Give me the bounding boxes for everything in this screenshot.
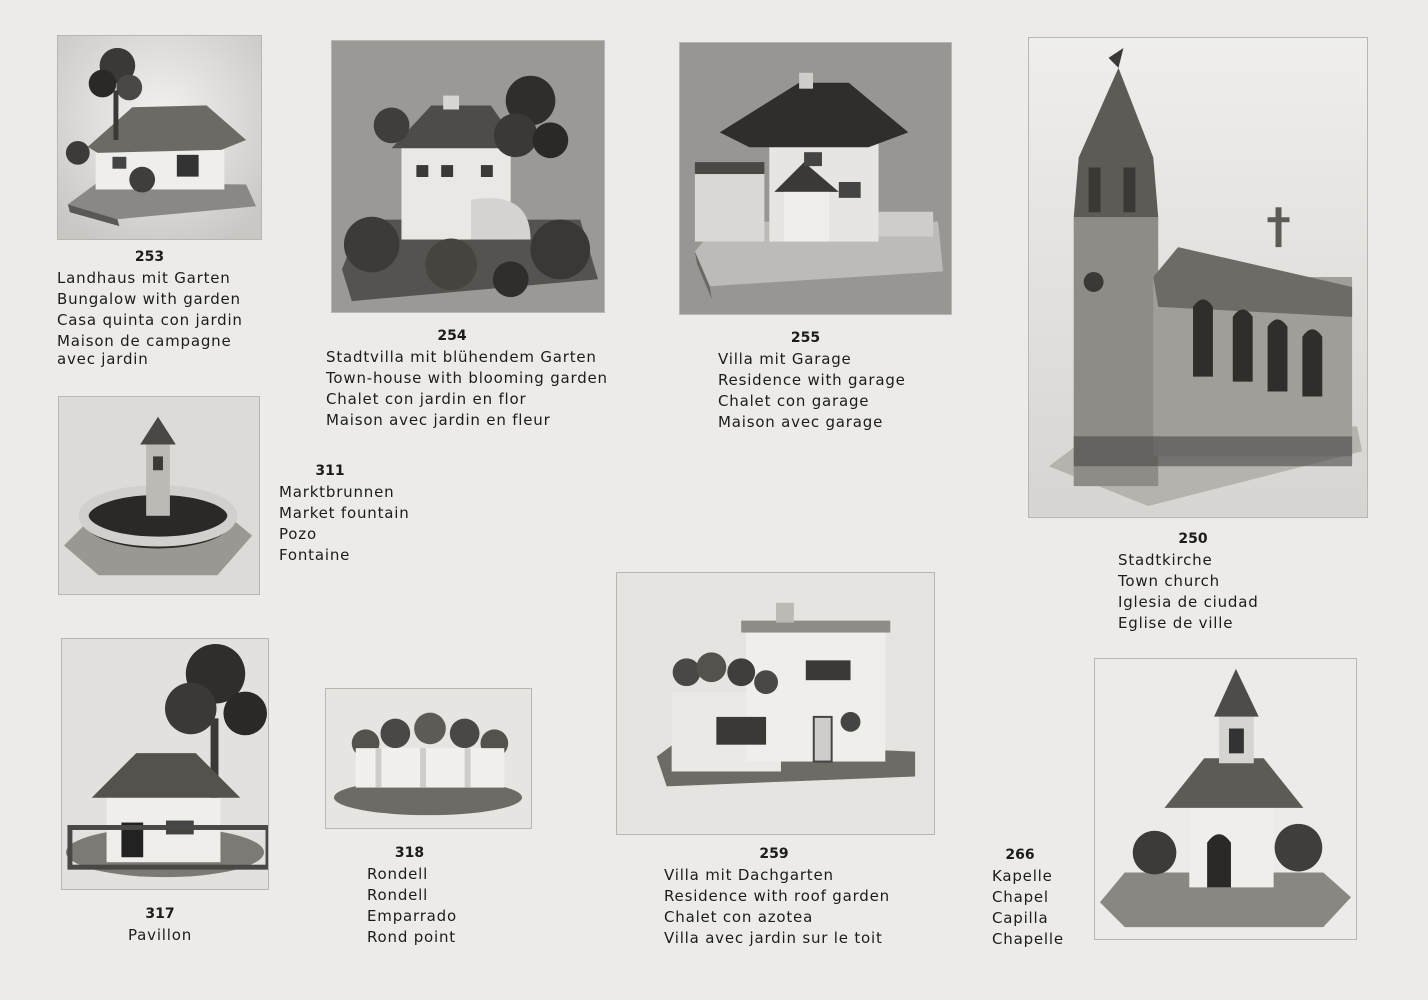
caption-line-spanish: Pozo [279,525,317,543]
item-number: 266 [1005,847,1035,863]
item-number: 253 [134,249,165,265]
caption-line-french: Eglise de ville [1118,614,1234,632]
caption-line-german: Kapelle [992,867,1053,885]
photo-255-villa-garage [679,42,952,315]
caption-line-english: Chapel [992,888,1049,906]
caption-line-english: Rondell [367,886,429,904]
caption-line-english: Residence with garage [718,371,906,389]
caption-line-spanish: Chalet con garage [718,392,870,410]
caption-line-german: Stadtkirche [1118,551,1213,569]
photo-317-pavillon [61,638,269,890]
caption-line-german: Rondell [367,865,429,883]
caption-line-german: Pavillon [127,926,193,944]
caption-line-english: Town church [1118,572,1220,590]
caption-line-german: Villa mit Dachgarten [664,866,834,884]
photo-254-town-villa [331,40,605,313]
caption-line-english: Residence with roof garden [664,887,890,905]
caption-259 [664,844,890,949]
caption-line-french: Maison avec jardin en fleur [326,411,551,429]
photo-250-town-church [1028,37,1368,518]
caption-line-english: Town-house with blooming garden [326,369,608,387]
caption-line-spanish: Capilla [992,909,1049,927]
caption-line-german: Villa mit Garage [718,350,852,368]
caption-line-french: Chapelle [992,930,1064,948]
caption-line-french: Fontaine [279,546,351,564]
photo-253-bungalow [57,35,262,240]
caption-line-german: Marktbrunnen [279,483,395,501]
caption-318 [367,843,457,948]
caption-266 [992,845,1064,950]
caption-line-spanish: Casa quinta con jardin [57,311,243,329]
caption-line-spanish: Chalet con jardin en flor [326,390,527,408]
caption-line-german: Landhaus mit Garten [57,269,231,287]
photo-311-market-fountain [58,396,260,595]
caption-line-english: Market fountain [279,504,410,522]
item-number: 250 [1178,531,1208,547]
caption-line-german: Stadtvilla mit blühendem Garten [326,348,597,366]
photo-266-chapel [1094,658,1357,940]
caption-line-french-cont: avec jardin [57,350,149,368]
item-number: 317 [145,906,175,922]
caption-line-english: Bungalow with garden [57,290,241,308]
item-number: 255 [790,330,821,346]
caption-317 [110,904,210,946]
caption-250 [1118,529,1268,634]
item-number: 311 [315,463,345,479]
caption-line-french: Maison de campagne [57,332,232,350]
caption-253 [57,247,243,366]
caption-line-spanish: Emparrado [367,907,457,925]
photo-318-rondell [325,688,532,829]
caption-line-spanish: Chalet con azotea [664,908,814,926]
item-number: 259 [759,846,789,862]
caption-line-spanish: Iglesia de ciudad [1118,593,1259,611]
caption-line-french: Villa avec jardin sur le toit [664,929,883,947]
caption-254 [326,326,608,431]
caption-255 [718,328,906,433]
caption-line-french: Maison avec garage [718,413,884,431]
item-number: 254 [437,328,467,344]
item-number: 318 [394,845,425,861]
caption-line-french: Rond point [367,928,456,946]
photo-259-roof-garden-villa [616,572,935,835]
caption-311 [279,461,410,566]
